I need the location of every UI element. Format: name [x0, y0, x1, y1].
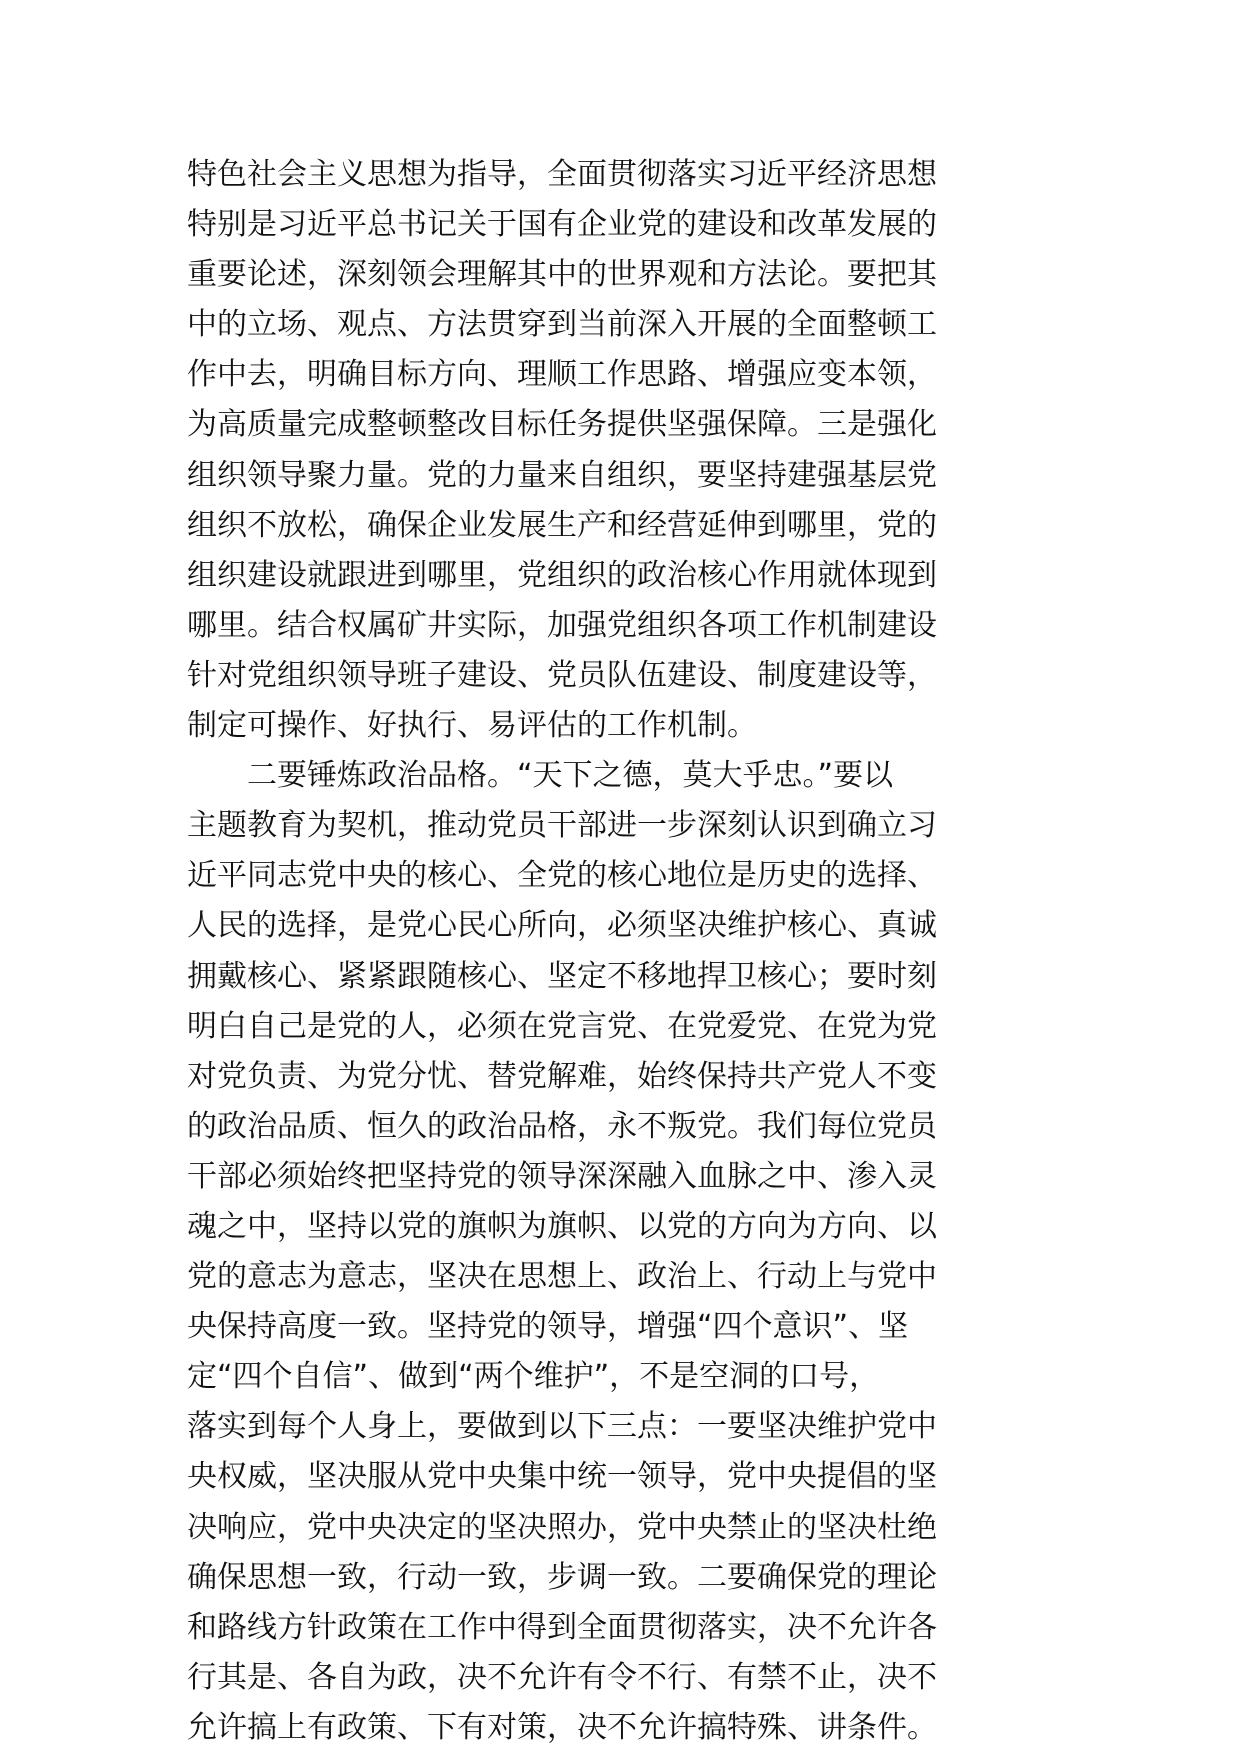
text-line: 针对党组织领导班子建设、党员队伍建设、制度建设等，	[187, 657, 937, 693]
text-line: 组织不放松，确保企业发展生产和经营延伸到哪里，党的	[187, 507, 937, 543]
text-line: 为高质量完成整顿整改目标任务提供坚强保障。三是强化	[187, 407, 937, 443]
text-line: 特色社会主义思想为指导，全面贯彻落实习近平经济思想	[187, 157, 937, 192]
text-line: 明白自己是党的人，必须在党言党、在党爱党、在党为党	[187, 1008, 937, 1044]
text-line: 主题教育为契机，推动党员干部进一步深刻认识到确立习	[187, 808, 937, 844]
body-text	[187, 150, 1057, 1753]
text-line: 和路线方针政策在工作中得到全面贯彻落实，决不允许各	[187, 1609, 937, 1645]
text-line: 重要论述，深刻领会理解其中的世界观和方法论。要把其	[187, 257, 937, 293]
text-line: 组织领导聚力量。党的力量来自组织，要坚持建强基层党	[187, 457, 937, 493]
paragraph-start-line: 二要锤炼政治品格。“天下之德，莫大乎忠。”要以	[247, 758, 894, 794]
text-line: 对党负责、为党分忧、替党解难，始终保持共产党人不变	[187, 1058, 937, 1094]
text-line: 拥戴核心、紧紧跟随核心、坚定不移地捍卫核心；要时刻	[187, 958, 937, 994]
text-line: 允许搞上有政策、下有对策，决不允许搞特殊、讲条件。	[187, 1709, 937, 1745]
text-line: 特别是习近平总书记关于国有企业党的建设和改革发展的	[187, 207, 937, 243]
text-line: 制定可操作、好执行、易评估的工作机制。	[187, 708, 757, 744]
text-line: 行其是、各自为政，决不允许有令不行、有禁不止，决不	[187, 1659, 937, 1695]
text-line: 干部必须始终把坚持党的领导深深融入血脉之中、渗入灵	[187, 1158, 937, 1194]
text-line: 决响应，党中央决定的坚决照办，党中央禁止的坚决杜绝	[187, 1509, 937, 1545]
text-line: 人民的选择，是党心民心所向，必须坚决维护核心、真诚	[187, 908, 937, 944]
text-line: 落实到每个人身上，要做到以下三点：一要坚决维护党中	[187, 1409, 937, 1445]
text-line: 组织建设就跟进到哪里，党组织的政治核心作用就体现到	[187, 557, 937, 593]
text-line: 定“四个自信”、做到“两个维护”，不是空洞的口号，	[187, 1359, 880, 1395]
text-line: 魂之中，坚持以党的旗帜为旗帜、以党的方向为方向、以	[187, 1208, 937, 1244]
text-line: 近平同志党中央的核心、全党的核心地位是历史的选择、	[187, 858, 937, 894]
text-line: 央权威，坚决服从党中央集中统一领导，党中央提倡的坚	[187, 1459, 937, 1495]
text-line: 央保持高度一致。坚持党的领导，增强“四个意识”、坚	[187, 1309, 909, 1345]
text-line: 党的意志为意志，坚决在思想上、政治上、行动上与党中	[187, 1259, 937, 1295]
text-line: 中的立场、观点、方法贯穿到当前深入开展的全面整顿工	[187, 307, 937, 343]
text-line: 哪里。结合权属矿井实际，加强党组织各项工作机制建设	[187, 607, 937, 643]
text-line: 的政治品质、恒久的政治品格，永不叛党。我们每位党员	[187, 1108, 937, 1144]
text-line: 确保思想一致，行动一致，步调一致。二要确保党的理论	[187, 1559, 937, 1595]
text-line: 作中去，明确目标方向、理顺工作思路、增强应变本领，	[187, 357, 937, 393]
